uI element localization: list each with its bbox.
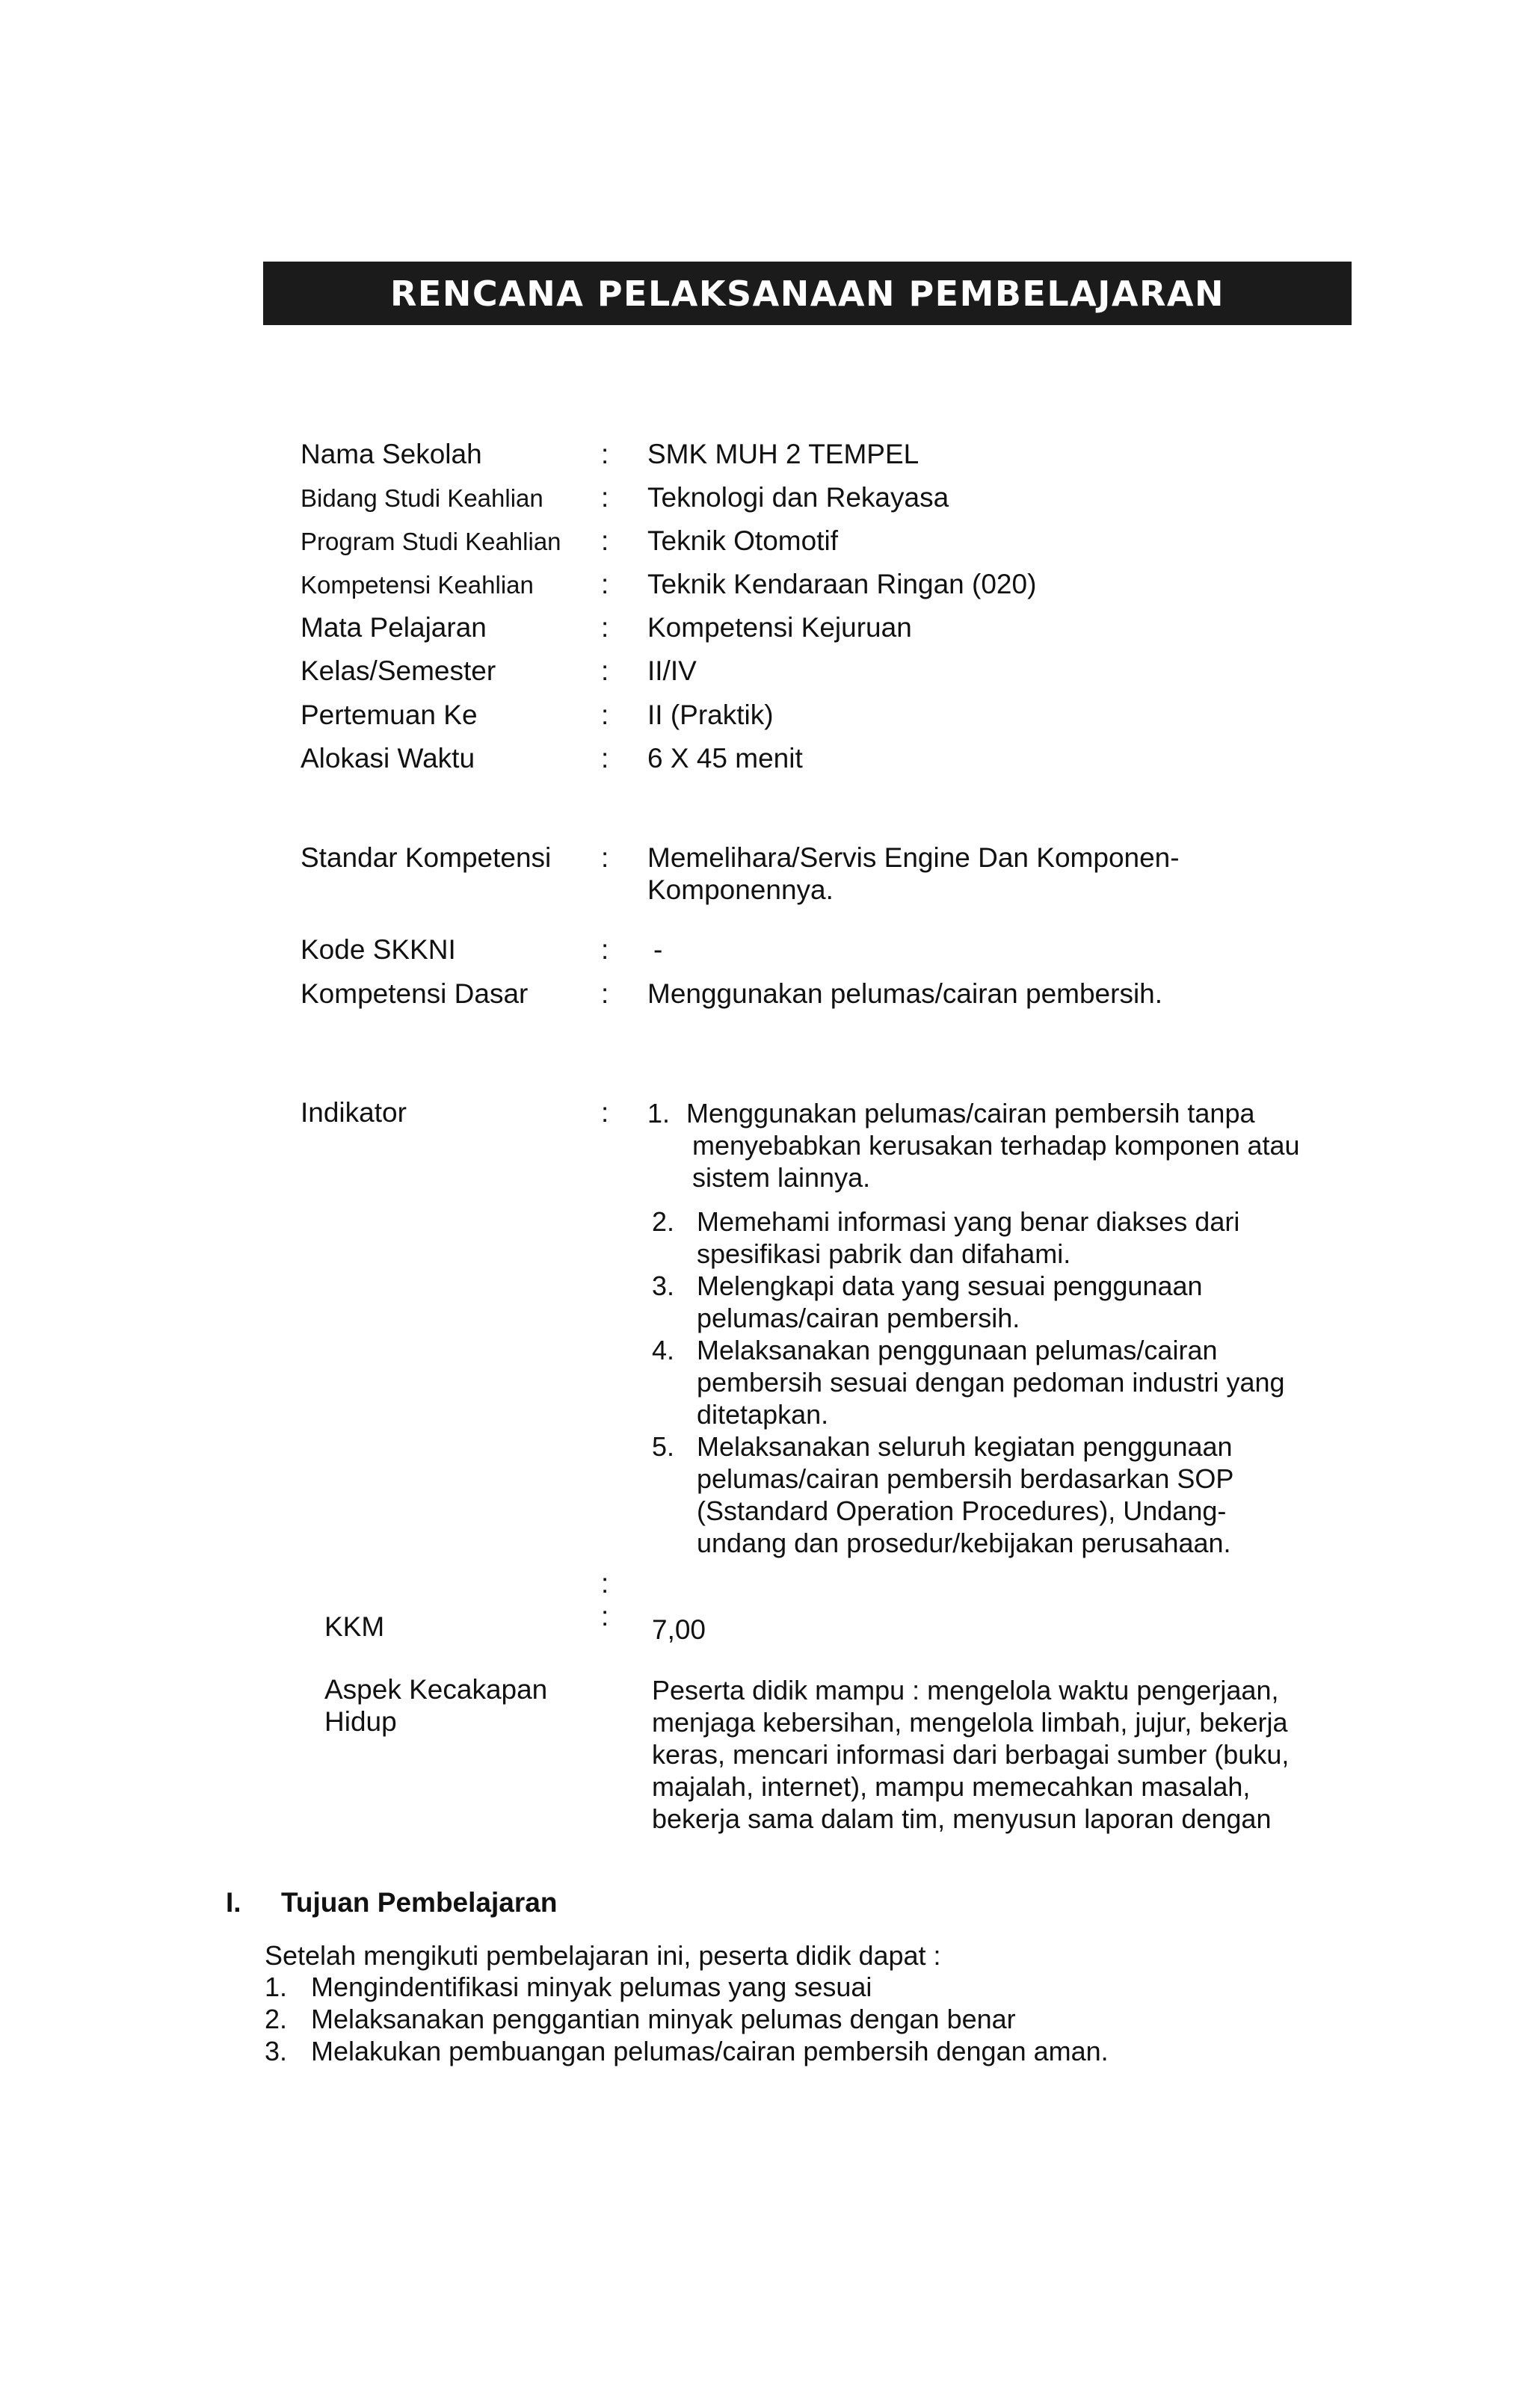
field-label-mata-pelajaran: Mata Pelajaran	[301, 612, 487, 643]
field-value-alokasi-waktu: 6 X 45 menit	[647, 743, 803, 774]
field-label-nama-sekolah: Nama Sekolah	[301, 439, 482, 469]
aspek-label-line-1: Aspek Kecakapan	[324, 1674, 548, 1705]
kompetensi-dasar-colon: :	[601, 978, 609, 1009]
list-item-text: Melaksanakan penggantian minyak pelumas dengan benar	[311, 2004, 1016, 2034]
field-value-mata-pelajaran: Kompetensi Kejuruan	[647, 612, 912, 643]
list-item-line: ditetapkan.	[697, 1399, 829, 1430]
list-item-line: menyebabkan kerusakan terhadap komponen atau	[692, 1130, 1300, 1161]
kode-skkni-colon: :	[601, 934, 609, 965]
aspek-line: keras, mencari informasi dari berbagai sumber (buku,	[652, 1739, 1290, 1770]
standar-kompetensi-colon: :	[601, 842, 609, 873]
list-item-line: spesifikasi pabrik dan difahami.	[697, 1238, 1071, 1269]
field-label-kompetensi-keahlian: Kompetensi Keahlian	[301, 571, 534, 599]
tujuan-intro: Setelah mengikuti pembelajaran ini, peserta didik dapat :	[265, 1940, 941, 1971]
aspek-line: bekerja sama dalam tim, menyusun laporan dengan	[652, 1803, 1272, 1834]
indikator-colon: :	[601, 1097, 609, 1128]
field-label-alokasi-waktu: Alokasi Waktu	[301, 743, 475, 774]
extra-colon: :	[601, 1568, 609, 1599]
field-value-program-studi: Teknik Otomotif	[647, 525, 838, 556]
section-title: Tujuan Pembelajaran	[281, 1887, 558, 1918]
field-colon: :	[601, 655, 609, 686]
field-value-bidang-studi: Teknologi dan Rekayasa	[647, 482, 949, 513]
kkm-label: KKM	[324, 1611, 385, 1642]
indikator-label: Indikator	[301, 1097, 407, 1128]
aspek-line: Peserta didik mampu : mengelola waktu pengerjaan,	[652, 1675, 1279, 1705]
standar-kompetensi-label: Standar Kompetensi	[301, 842, 552, 873]
list-item-text: Mengindentifikasi minyak pelumas yang sesuai	[311, 1972, 872, 2002]
list-item-line: pembersih sesuai dengan pedoman industri yang	[697, 1367, 1285, 1398]
field-colon: :	[601, 612, 609, 643]
list-item-line: undang dan prosedur/kebijakan perusahaan.	[697, 1528, 1231, 1558]
field-value-nama-sekolah: SMK MUH 2 TEMPEL	[647, 439, 919, 469]
field-colon: :	[601, 743, 609, 774]
list-item-line: Melengkapi data yang sesuai penggunaan	[697, 1271, 1203, 1301]
aspek-label-line-2: Hidup	[324, 1706, 397, 1737]
kompetensi-dasar-label: Kompetensi Dasar	[301, 978, 529, 1009]
list-item-number: 3.	[265, 2036, 288, 2066]
field-colon: :	[601, 569, 609, 599]
aspek-text-clipped	[650, 1674, 1353, 1850]
field-label-bidang-studi: Bidang Studi Keahlian	[301, 484, 543, 512]
field-value-kompetensi-keahlian: Teknik Kendaraan Ringan (020)	[647, 569, 1037, 599]
standar-kompetensi-line-1: Memelihara/Servis Engine Dan Komponen-	[647, 842, 1180, 873]
field-value-kelas-semester: II/IV	[647, 655, 697, 686]
aspek-line: menjaga kebersihan, mengelola limbah, jujur, bekerja	[652, 1707, 1288, 1738]
list-item-number: 1.	[647, 1098, 671, 1129]
field-colon: :	[601, 439, 609, 469]
field-label-kelas-semester: Kelas/Semester	[301, 655, 496, 686]
list-item-number: 5.	[652, 1431, 675, 1462]
field-colon: :	[601, 482, 609, 513]
document-title: RENCANA PELAKSANAAN PEMBELAJARAN	[263, 262, 1352, 325]
list-item-number: 3.	[652, 1271, 675, 1301]
list-item-number: 1.	[265, 1972, 288, 2002]
list-item-number: 4.	[652, 1335, 675, 1365]
field-label-program-studi: Program Studi Keahlian	[301, 528, 561, 555]
list-item-number: 2.	[265, 2004, 288, 2034]
kkm-value: 7,00	[652, 1614, 706, 1645]
standar-kompetensi-line-2: Komponennya.	[647, 874, 834, 905]
aspek-line: majalah, internet), mampu memecahkan masalah,	[652, 1771, 1251, 1802]
list-item-line: Melaksanakan penggunaan pelumas/cairan	[697, 1335, 1218, 1365]
list-item-text: Melakukan pembuangan pelumas/cairan pembersih dengan aman.	[311, 2036, 1109, 2066]
section-number: I.	[226, 1887, 241, 1918]
list-item-line: Menggunakan pelumas/cairan pembersih tanpa	[686, 1098, 1255, 1129]
kode-skkni-value: -	[653, 934, 663, 965]
list-item-line: pelumas/cairan pembersih.	[697, 1303, 1020, 1333]
list-item-number: 2.	[652, 1206, 675, 1237]
list-item-line: (Sstandard Operation Procedures), Undang-	[697, 1495, 1227, 1526]
field-colon: :	[601, 700, 609, 730]
list-item-line: Memehami informasi yang benar diakses dari	[697, 1206, 1240, 1237]
kkm-colon: :	[601, 1601, 609, 1631]
field-value-pertemuan: II (Praktik)	[647, 700, 774, 730]
kompetensi-dasar-value: Menggunakan pelumas/cairan pembersih.	[647, 978, 1163, 1009]
kode-skkni-label: Kode SKKNI	[301, 934, 456, 965]
list-item-line: pelumas/cairan pembersih berdasarkan SOP	[697, 1463, 1234, 1494]
list-item-line: sistem lainnya.	[692, 1162, 871, 1193]
field-label-pertemuan: Pertemuan Ke	[301, 700, 478, 730]
field-colon: :	[601, 525, 609, 556]
list-item-line: Melaksanakan seluruh kegiatan penggunaan	[697, 1431, 1233, 1462]
